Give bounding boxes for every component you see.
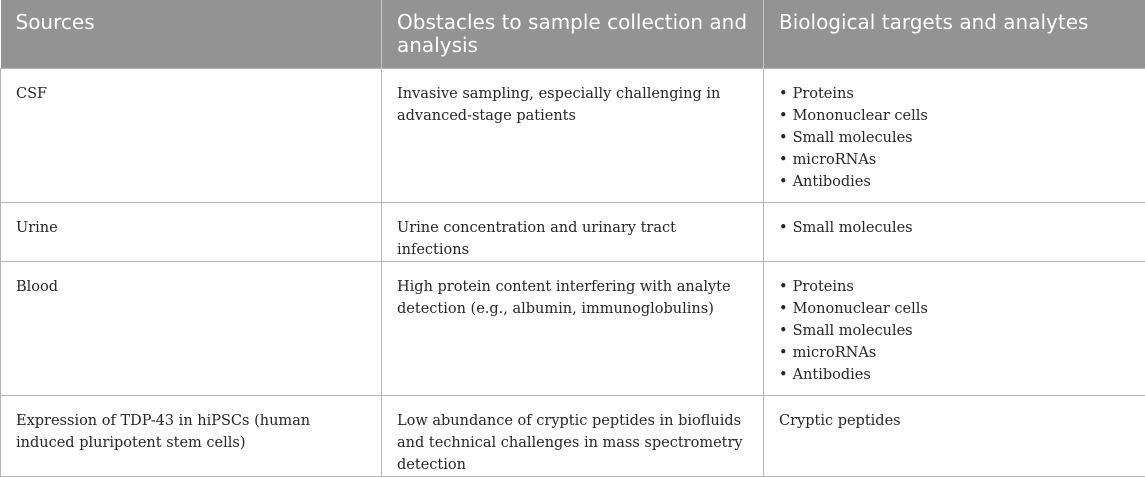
obstacle-cell: High protein content interfering with analyte detection (e.g., albumin, immunoglobulins) [382,261,764,395]
table-body [1,68,1145,476]
analyte-item: • Proteins [779,276,1130,298]
source-cell: CSF [1,68,382,202]
targets-cell [764,202,1145,261]
analyte-list [779,276,1130,386]
analyte-item: • Mononuclear cells [779,105,1130,127]
analyte-item: • microRNAs [779,342,1130,364]
header-obstacles: Obstacles to sample collection and analysis [382,0,764,68]
analyte-item: • microRNAs [779,149,1130,171]
source-cell: Expression of TDP-43 in hiPSCs (human induced pluripotent stem cells) [1,395,382,476]
analyte-item: • Antibodies [779,364,1130,386]
targets-cell [764,261,1145,395]
obstacle-cell: Urine concentration and urinary tract infections [382,202,764,261]
table-header [1,0,1145,68]
analyte-item: • Proteins [779,83,1130,105]
analyte-item: • Small molecules [779,217,1130,239]
source-cell: Blood [1,261,382,395]
table-row [1,68,1145,202]
source-cell: Urine [1,202,382,261]
table-row [1,202,1145,261]
analyte-item: • Mononuclear cells [779,298,1130,320]
targets-cell: Cryptic peptides [764,395,1145,476]
table-row [1,395,1145,476]
header-sources: Sources [1,0,382,68]
targets-cell [764,68,1145,202]
obstacle-cell: Low abundance of cryptic peptides in biofluids and technical challenges in mass spectrometry detection [382,395,764,476]
obstacle-cell: Invasive sampling, especially challenging in advanced-stage patients [382,68,764,202]
analyte-item: • Antibodies [779,171,1130,193]
header-targets: Biological targets and analytes [764,0,1145,68]
analyte-item: • Small molecules [779,320,1130,342]
table-row [1,261,1145,395]
analyte-list [779,217,1130,239]
analyte-item: • Small molecules [779,127,1130,149]
header-row [1,0,1145,68]
analyte-list [779,83,1130,193]
